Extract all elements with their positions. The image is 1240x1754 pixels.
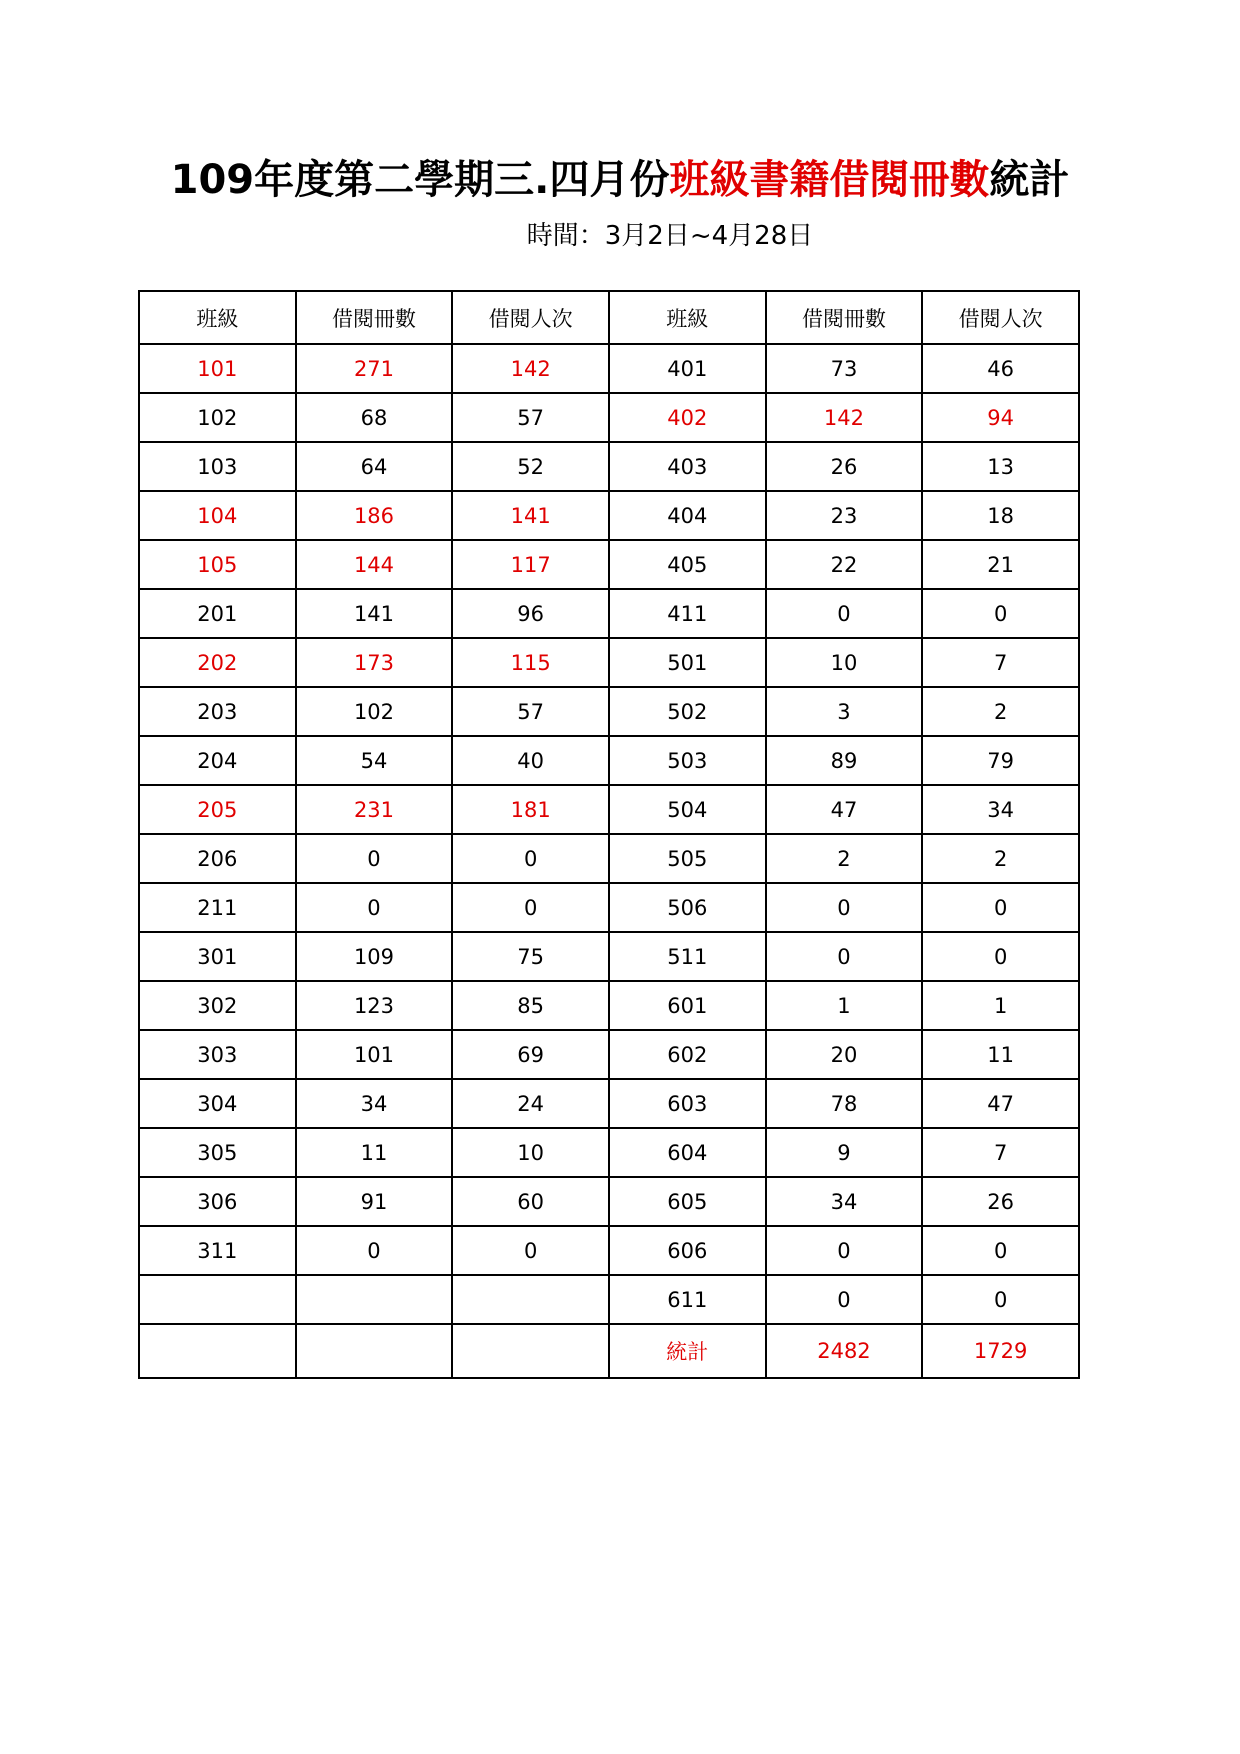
right-visits-cell: 21 xyxy=(922,540,1079,589)
table-row xyxy=(139,540,1079,589)
right-class-cell: 404 xyxy=(609,491,766,540)
left-class-cell: 305 xyxy=(139,1128,296,1177)
left-class-cell: 201 xyxy=(139,589,296,638)
header-books-left: 借閱冊數 xyxy=(296,291,453,344)
left-visits-cell: 115 xyxy=(452,638,609,687)
right-visits-cell: 2 xyxy=(922,687,1079,736)
right-class-cell: 603 xyxy=(609,1079,766,1128)
left-class-cell: 301 xyxy=(139,932,296,981)
table-body xyxy=(139,344,1079,1378)
left-class-cell: 101 xyxy=(139,344,296,393)
right-books-cell: 142 xyxy=(766,393,923,442)
right-class-cell: 506 xyxy=(609,883,766,932)
left-visits-cell: 142 xyxy=(452,344,609,393)
right-visits-cell: 7 xyxy=(922,1128,1079,1177)
left-visits-cell: 0 xyxy=(452,883,609,932)
right-books-cell: 23 xyxy=(766,491,923,540)
right-books-cell: 0 xyxy=(766,883,923,932)
right-books-cell: 0 xyxy=(766,589,923,638)
left-books-cell: 91 xyxy=(296,1177,453,1226)
table-row xyxy=(139,1128,1079,1177)
table-row xyxy=(139,344,1079,393)
left-visits-cell: 0 xyxy=(452,834,609,883)
left-visits-cell: 0 xyxy=(452,1226,609,1275)
left-visits-cell: 85 xyxy=(452,981,609,1030)
left-visits-cell: 52 xyxy=(452,442,609,491)
title-part-1: 109年度第二學期三.四月份 xyxy=(170,157,670,203)
left-class-cell: 105 xyxy=(139,540,296,589)
table-row xyxy=(139,638,1079,687)
left-books-cell: 141 xyxy=(296,589,453,638)
left-books-cell: 102 xyxy=(296,687,453,736)
right-class-cell: 505 xyxy=(609,834,766,883)
left-visits-cell: 24 xyxy=(452,1079,609,1128)
left-visits-cell: 60 xyxy=(452,1177,609,1226)
right-class-cell: 503 xyxy=(609,736,766,785)
right-visits-cell: 0 xyxy=(922,589,1079,638)
table-row xyxy=(139,932,1079,981)
left-visits-cell: 96 xyxy=(452,589,609,638)
right-books-cell: 78 xyxy=(766,1079,923,1128)
right-visits-cell: 18 xyxy=(922,491,1079,540)
left-books-cell: 109 xyxy=(296,932,453,981)
right-books-cell: 0 xyxy=(766,1275,923,1324)
table-row xyxy=(139,883,1079,932)
left-visits-cell: 75 xyxy=(452,932,609,981)
total-visits: 1729 xyxy=(922,1324,1079,1378)
borrowing-stats-table xyxy=(138,290,1080,1379)
left-books-cell: 271 xyxy=(296,344,453,393)
left-books-cell: 0 xyxy=(296,834,453,883)
header-visits-left: 借閱人次 xyxy=(452,291,609,344)
left-books-cell xyxy=(296,1275,453,1324)
total-books: 2482 xyxy=(766,1324,923,1378)
title-highlight: 班級書籍借閱冊數 xyxy=(669,157,990,203)
right-class-cell: 501 xyxy=(609,638,766,687)
right-books-cell: 73 xyxy=(766,344,923,393)
title-part-3: 統計 xyxy=(989,157,1070,203)
table-row xyxy=(139,491,1079,540)
left-books-cell: 231 xyxy=(296,785,453,834)
left-class-cell: 103 xyxy=(139,442,296,491)
empty-cell xyxy=(296,1324,453,1378)
table-row xyxy=(139,1275,1079,1324)
left-class-cell: 206 xyxy=(139,834,296,883)
left-books-cell: 101 xyxy=(296,1030,453,1079)
right-class-cell: 606 xyxy=(609,1226,766,1275)
right-visits-cell: 1 xyxy=(922,981,1079,1030)
right-books-cell: 0 xyxy=(766,932,923,981)
right-class-cell: 604 xyxy=(609,1128,766,1177)
right-class-cell: 511 xyxy=(609,932,766,981)
left-visits-cell: 57 xyxy=(452,393,609,442)
left-class-cell: 102 xyxy=(139,393,296,442)
right-books-cell: 1 xyxy=(766,981,923,1030)
total-label: 統計 xyxy=(609,1324,766,1378)
right-class-cell: 504 xyxy=(609,785,766,834)
right-class-cell: 402 xyxy=(609,393,766,442)
right-visits-cell: 26 xyxy=(922,1177,1079,1226)
right-class-cell: 602 xyxy=(609,1030,766,1079)
right-visits-cell: 46 xyxy=(922,344,1079,393)
left-class-cell: 202 xyxy=(139,638,296,687)
header-books-right: 借閱冊數 xyxy=(766,291,923,344)
table-row xyxy=(139,442,1079,491)
right-class-cell: 611 xyxy=(609,1275,766,1324)
table-row xyxy=(139,687,1079,736)
left-books-cell: 123 xyxy=(296,981,453,1030)
left-class-cell: 303 xyxy=(139,1030,296,1079)
left-books-cell: 11 xyxy=(296,1128,453,1177)
right-visits-cell: 7 xyxy=(922,638,1079,687)
right-visits-cell: 2 xyxy=(922,834,1079,883)
right-visits-cell: 79 xyxy=(922,736,1079,785)
right-class-cell: 405 xyxy=(609,540,766,589)
header-row xyxy=(139,291,1079,344)
right-class-cell: 411 xyxy=(609,589,766,638)
right-visits-cell: 0 xyxy=(922,883,1079,932)
left-visits-cell: 181 xyxy=(452,785,609,834)
right-visits-cell: 0 xyxy=(922,932,1079,981)
left-class-cell: 311 xyxy=(139,1226,296,1275)
right-class-cell: 403 xyxy=(609,442,766,491)
right-class-cell: 401 xyxy=(609,344,766,393)
right-books-cell: 47 xyxy=(766,785,923,834)
left-books-cell: 144 xyxy=(296,540,453,589)
empty-cell xyxy=(452,1324,609,1378)
header-class-right: 班級 xyxy=(609,291,766,344)
right-visits-cell: 0 xyxy=(922,1226,1079,1275)
right-visits-cell: 34 xyxy=(922,785,1079,834)
left-visits-cell xyxy=(452,1275,609,1324)
page-title xyxy=(0,152,1240,208)
left-books-cell: 64 xyxy=(296,442,453,491)
right-class-cell: 605 xyxy=(609,1177,766,1226)
left-class-cell: 104 xyxy=(139,491,296,540)
table-row xyxy=(139,1030,1079,1079)
left-visits-cell: 117 xyxy=(452,540,609,589)
header-class-left: 班級 xyxy=(139,291,296,344)
right-class-cell: 502 xyxy=(609,687,766,736)
right-books-cell: 0 xyxy=(766,1226,923,1275)
left-books-cell: 173 xyxy=(296,638,453,687)
right-visits-cell: 0 xyxy=(922,1275,1079,1324)
left-visits-cell: 40 xyxy=(452,736,609,785)
table-row xyxy=(139,736,1079,785)
left-books-cell: 34 xyxy=(296,1079,453,1128)
header-visits-right: 借閱人次 xyxy=(922,291,1079,344)
right-books-cell: 3 xyxy=(766,687,923,736)
table-row xyxy=(139,393,1079,442)
left-class-cell: 204 xyxy=(139,736,296,785)
right-books-cell: 10 xyxy=(766,638,923,687)
table-row xyxy=(139,1226,1079,1275)
left-class-cell: 203 xyxy=(139,687,296,736)
right-visits-cell: 13 xyxy=(922,442,1079,491)
left-class-cell: 304 xyxy=(139,1079,296,1128)
table-row xyxy=(139,834,1079,883)
left-visits-cell: 69 xyxy=(452,1030,609,1079)
left-books-cell: 0 xyxy=(296,1226,453,1275)
left-books-cell: 186 xyxy=(296,491,453,540)
right-books-cell: 9 xyxy=(766,1128,923,1177)
left-books-cell: 54 xyxy=(296,736,453,785)
left-books-cell: 68 xyxy=(296,393,453,442)
right-books-cell: 26 xyxy=(766,442,923,491)
left-visits-cell: 57 xyxy=(452,687,609,736)
table-row xyxy=(139,589,1079,638)
total-row xyxy=(139,1324,1079,1378)
table-row xyxy=(139,1177,1079,1226)
left-books-cell: 0 xyxy=(296,883,453,932)
table-row xyxy=(139,981,1079,1030)
right-books-cell: 22 xyxy=(766,540,923,589)
left-visits-cell: 141 xyxy=(452,491,609,540)
table-header xyxy=(139,291,1079,344)
right-visits-cell: 47 xyxy=(922,1079,1079,1128)
right-visits-cell: 11 xyxy=(922,1030,1079,1079)
right-visits-cell: 94 xyxy=(922,393,1079,442)
left-class-cell: 205 xyxy=(139,785,296,834)
left-class-cell: 306 xyxy=(139,1177,296,1226)
left-class-cell: 211 xyxy=(139,883,296,932)
table-row xyxy=(139,785,1079,834)
date-range: 時間：3月2日~4月28日 xyxy=(526,221,814,251)
table-row xyxy=(139,1079,1079,1128)
right-books-cell: 2 xyxy=(766,834,923,883)
left-visits-cell: 10 xyxy=(452,1128,609,1177)
right-books-cell: 34 xyxy=(766,1177,923,1226)
left-class-cell xyxy=(139,1275,296,1324)
empty-cell xyxy=(139,1324,296,1378)
right-books-cell: 20 xyxy=(766,1030,923,1079)
left-class-cell: 302 xyxy=(139,981,296,1030)
right-books-cell: 89 xyxy=(766,736,923,785)
right-class-cell: 601 xyxy=(609,981,766,1030)
